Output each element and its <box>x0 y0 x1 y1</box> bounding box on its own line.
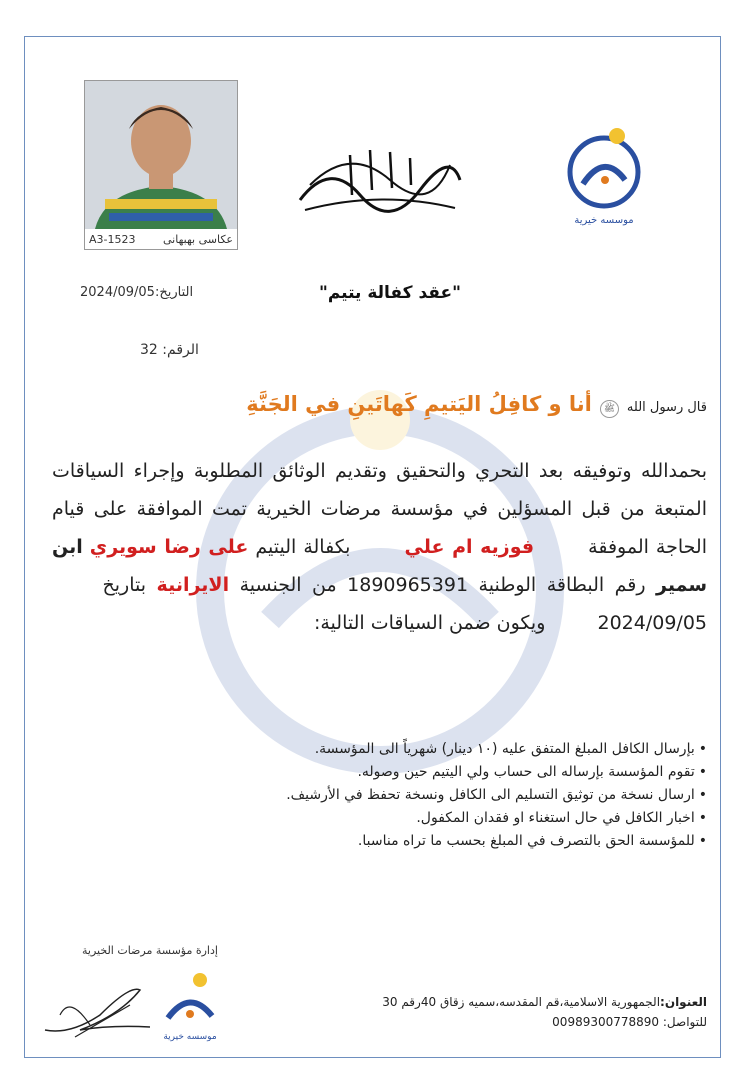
hadith-line <box>67 392 707 418</box>
contact-label: للتواصل: <box>662 1015 707 1029</box>
list-item: • اخبار الكافل في حال استغناء او فقدان المكفول. <box>67 807 707 830</box>
contact-line <box>382 1012 707 1032</box>
hadith-quote: أنا و كافِلُ اليَتيمِ كَهاتَينِ في الجَنَّةِ <box>246 392 592 416</box>
address-label: العنوان: <box>660 995 707 1009</box>
list-item: • بإرسال الكافل المبلغ المتفق عليه (١٠ دينار) شهرياً الى المؤسسة. <box>67 738 707 761</box>
id-number: 1890965391 <box>347 574 469 596</box>
logo-caption: موسسه خيرية <box>574 215 634 226</box>
number-value: 32 <box>140 342 158 358</box>
hadith-intro: قال رسول الله <box>626 400 707 415</box>
number-field <box>140 342 199 358</box>
orphan-father: ابن سمير <box>52 536 708 596</box>
body-date: 2024/09/05 <box>597 612 707 634</box>
contact-block <box>382 992 707 1032</box>
body-intro: بحمدالله وتوفيقه بعد التحري والتحقيق وتقديم الوثائق المطلوبة وإجراء السياقات المتبعة من قبل المسؤلين في مؤسسة مرضات الخيرية تمت الموافقة على قيام الحاجة الموفقة <box>52 460 707 558</box>
body-closing: ويكون ضمن السياقات التالية: <box>313 612 546 634</box>
saw-glyph: ﷺ <box>600 400 619 418</box>
portrait-image <box>85 81 237 229</box>
contract-body <box>52 452 707 642</box>
body-date-label: بتاريخ <box>102 574 147 596</box>
address-line <box>382 992 707 1012</box>
list-item: • تقوم المؤسسة بإرساله الى حساب ولي اليتيم حين وصوله. <box>67 761 707 784</box>
contact-value: 00989300778890 <box>552 1015 660 1029</box>
date-field <box>80 285 193 300</box>
orphan-name: على رضا سويري <box>89 536 249 558</box>
footer-logo-caption: موسسه خيرية <box>163 1032 217 1042</box>
footer-logo <box>158 968 222 1038</box>
contract-title: "عقد كفالة يتيم" <box>318 283 461 303</box>
signature <box>40 975 155 1045</box>
address-value: الجمهورية الاسلامية،قم المقدسه،سميه زقاق 40رقم 30 <box>382 995 661 1009</box>
admin-label: إدارة مؤسسة مرضات الخيرية <box>82 944 218 957</box>
photo-studio: عکاسی بهبهانی <box>163 232 233 246</box>
number-label: الرقم: <box>162 342 199 358</box>
date-value: 2024/09/05 <box>80 285 155 300</box>
list-item: • للمؤسسة الحق بالتصرف في المبلغ بحسب ما تراه مناسبا. <box>67 830 707 853</box>
photo-code: A3-1523 <box>89 232 136 246</box>
date-label: التاريخ: <box>154 285 194 300</box>
photo-caption <box>85 229 237 249</box>
list-item: • ارسال نسخة من توثيق التسليم الى الكافل ونسخة تحفظ في الأرشيف. <box>67 784 707 807</box>
foundation-logo <box>565 122 643 228</box>
conditions-list <box>67 738 707 853</box>
body-sponsorship: بكفالة اليتيم <box>255 536 351 558</box>
basmala-calligraphy <box>290 140 470 220</box>
orphan-photo <box>84 80 238 250</box>
id-label: رقم البطاقة الوطنية <box>478 574 646 596</box>
sponsor-name: فوزيه ام علي <box>404 536 535 558</box>
nationality: الايرانية <box>156 574 230 596</box>
nationality-pre: من الجنسية <box>239 574 337 596</box>
